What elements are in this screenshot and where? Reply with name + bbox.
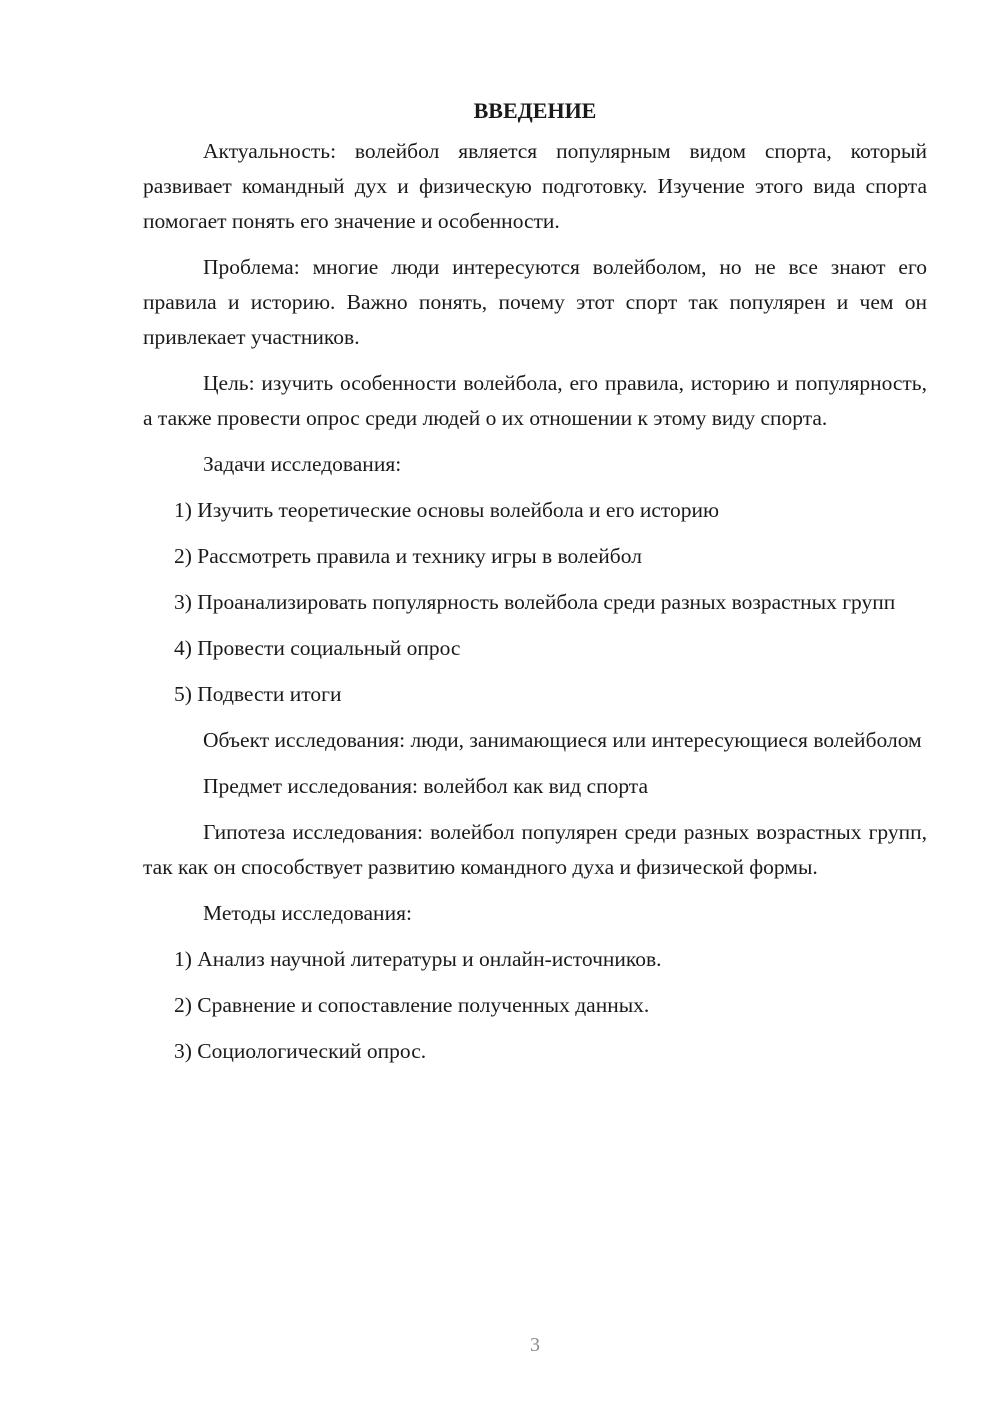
- task-item: 1) Изучить теоретические основы волейбола и его историю: [174, 498, 720, 522]
- page-number: 3: [530, 1334, 540, 1356]
- task-item: 4) Провести социальный опрос: [174, 636, 461, 660]
- task-item: 2) Рассмотреть правила и технику игры в волейбол: [174, 544, 642, 568]
- paragraph-relevance: Актуальность: волейбол является популярным видом спорта, который развивает командный дух и физическую подготовку. Изучение этого вида спорта помогает понять его значение и особенности.: [143, 139, 927, 233]
- paragraph-problem: Проблема: многие люди интересуются волейболом, но не все знают его правила и историю. Важно понять, почему этот спорт так популярен и чем он привлекает участников.: [143, 255, 927, 349]
- method-item: 2) Сравнение и сопоставление полученных данных.: [174, 993, 650, 1017]
- methods-heading: Методы исследования:: [203, 901, 412, 925]
- method-item: 3) Социологический опрос.: [174, 1039, 427, 1063]
- section-title: ВВЕДЕНИЕ: [473, 98, 597, 123]
- paragraph-object: Объект исследования: люди, занимающиеся или интересующиеся волейболом: [203, 728, 922, 752]
- document-page: [143, 94, 927, 1080]
- task-item: 3) Проанализировать популярность волейбола среди разных возрастных групп: [174, 590, 896, 614]
- paragraph-subject: Предмет исследования: волейбол как вид спорта: [203, 774, 649, 798]
- paragraph-goal: Цель: изучить особенности волейбола, его правила, историю и популярность, а также провести опрос среди людей о их отношении к этому виду спорта.: [143, 371, 927, 430]
- paragraph-hypothesis: Гипотеза исследования: волейбол популярен среди разных возрастных групп, так как он способствует развитию командного духа и физической формы.: [143, 820, 927, 879]
- method-item: 1) Анализ научной литературы и онлайн-источников.: [174, 947, 662, 971]
- tasks-heading: Задачи исследования:: [203, 452, 402, 476]
- task-item: 5) Подвести итоги: [174, 682, 342, 706]
